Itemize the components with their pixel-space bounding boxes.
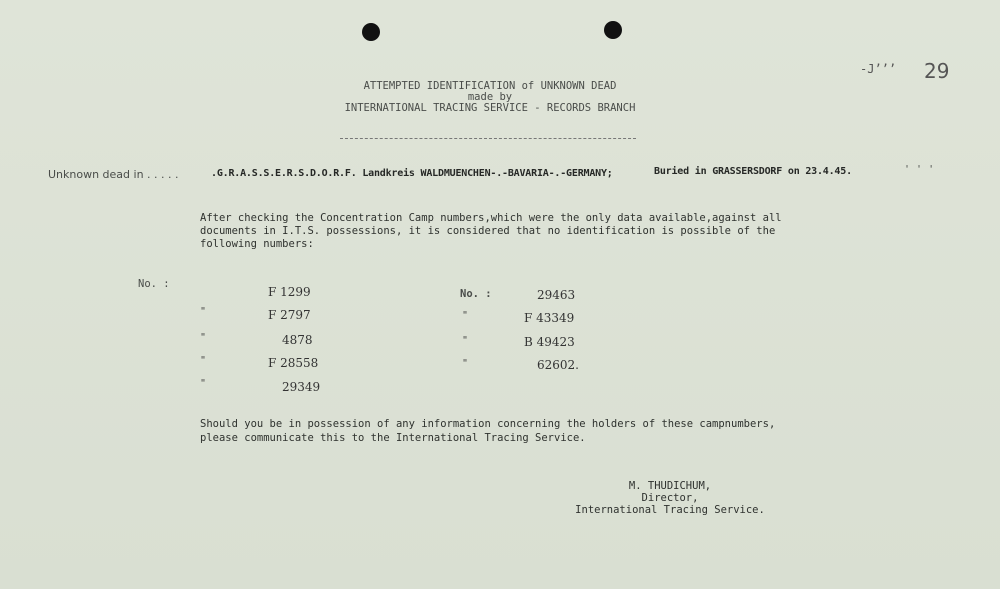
- number-left-4: F 28558: [268, 356, 319, 370]
- page-number: 29: [924, 59, 950, 83]
- body-line-3: following numbers:: [200, 238, 314, 250]
- unknown-dead-location: .G.R.A.S.S.E.R.S.D.O.R.F. Landkreis WALDMUENCHEN-.-BAVARIA-.-GERMANY;: [211, 168, 613, 179]
- number-right-2: F 43349: [524, 311, 575, 325]
- ditto-right-3: ": [462, 335, 469, 346]
- number-left-3: 4878: [282, 333, 313, 347]
- signature-org: International Tracing Service.: [575, 504, 765, 516]
- header-branch: INTERNATIONAL TRACING SERVICE - RECORDS BRANCH: [344, 102, 636, 114]
- number-left-5: 29349: [282, 380, 321, 394]
- ditto-left-2: ": [200, 306, 207, 317]
- ditto-left-3: ": [200, 332, 207, 343]
- header-title: ATTEMPTED IDENTIFICATION of UNKNOWN DEAD: [363, 80, 617, 92]
- ditto-left-5: ": [200, 378, 207, 389]
- signature-name: M. THUDICHUM,: [628, 480, 712, 492]
- unknown-dead-suffix: ' ' ': [904, 164, 935, 175]
- punch-hole-left: [362, 23, 380, 41]
- unknown-dead-buried: Buried in GRASSERSDORF on 23.4.45.: [654, 166, 852, 177]
- ditto-right-2: ": [462, 310, 469, 321]
- page-mark: -J’’’: [860, 62, 897, 76]
- closing-line-1: Should you be in possession of any information concerning the holders of these campnumbers,: [200, 418, 776, 430]
- body-line-2: documents in I.T.S. possessions, it is considered that no identification is possible of the: [200, 225, 776, 237]
- numbers-label: No. :: [138, 278, 170, 290]
- signature-title: Director,: [641, 492, 699, 504]
- body-line-1: After checking the Concentration Camp numbers,which were the only data available,against all: [200, 212, 782, 224]
- number-left-1: F 1299: [268, 285, 311, 299]
- ditto-left-4: ": [200, 355, 207, 366]
- ditto-right-4: ": [462, 358, 469, 369]
- closing-line-2: please communicate this to the International Tracing Service.: [200, 432, 586, 444]
- header-made-by: made by: [467, 91, 513, 103]
- numbers-right-label: No. :: [460, 288, 492, 300]
- number-right-1: 29463: [537, 288, 576, 302]
- number-left-2: F 2797: [268, 308, 311, 322]
- punch-hole-right: [604, 21, 622, 39]
- number-right-3: B 49423: [524, 335, 575, 349]
- unknown-dead-prefix: Unknown dead in . . . . .: [48, 168, 179, 181]
- header-divider: [340, 138, 636, 139]
- number-right-4: 62602.: [537, 358, 579, 372]
